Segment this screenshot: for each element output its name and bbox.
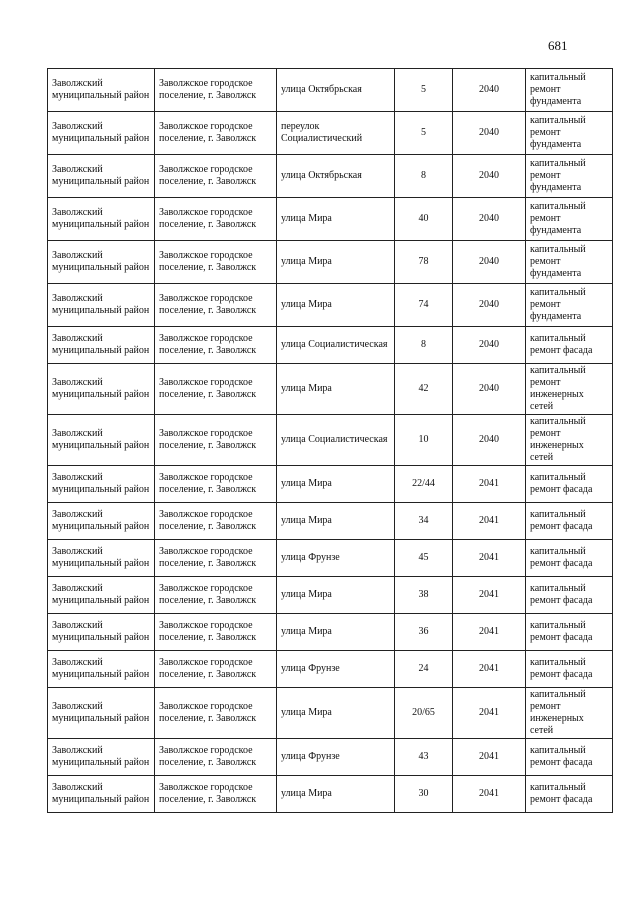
table-row [48,415,613,466]
work-type-cell: капитальный ремонт фасада [526,776,613,813]
district-cell: Заволжский муниципальный район [48,155,155,198]
table-row [48,155,613,198]
work-type-cell: капитальный ремонт фасада [526,614,613,651]
street-cell: улица Социалистическая [277,415,395,466]
table-row [48,776,613,813]
settlement-cell: Заволжское городское поселение, г. Заволжск [155,651,277,688]
street-cell: улица Мира [277,503,395,540]
work-type-cell: капитальный ремонт фундамента [526,112,613,155]
settlement-cell: Заволжское городское поселение, г. Заволжск [155,327,277,364]
page-number: 681 [548,38,568,53]
district-cell: Заволжский муниципальный район [48,540,155,577]
street-cell: улица Мира [277,688,395,739]
district-cell: Заволжский муниципальный район [48,651,155,688]
street-cell: улица Фрунзе [277,540,395,577]
house-number-cell: 8 [395,327,453,364]
settlement-cell: Заволжское городское поселение, г. Заволжск [155,614,277,651]
year-cell: 2040 [453,241,526,284]
district-cell: Заволжский муниципальный район [48,577,155,614]
house-number-cell: 36 [395,614,453,651]
table-row [48,503,613,540]
street-cell: улица Мира [277,577,395,614]
table-row [48,614,613,651]
district-cell: Заволжский муниципальный район [48,112,155,155]
district-cell: Заволжский муниципальный район [48,688,155,739]
work-type-cell: капитальный ремонт инженерных сетей [526,364,613,415]
year-cell: 2040 [453,198,526,241]
year-cell: 2041 [453,688,526,739]
year-cell: 2040 [453,327,526,364]
table-row [48,540,613,577]
house-number-cell: 24 [395,651,453,688]
work-type-cell: капитальный ремонт инженерных сетей [526,688,613,739]
table-row [48,327,613,364]
street-cell: улица Мира [277,241,395,284]
settlement-cell: Заволжское городское поселение, г. Заволжск [155,364,277,415]
year-cell: 2041 [453,739,526,776]
district-cell: Заволжский муниципальный район [48,415,155,466]
district-cell: Заволжский муниципальный район [48,364,155,415]
district-cell: Заволжский муниципальный район [48,614,155,651]
year-cell: 2041 [453,776,526,813]
work-type-cell: капитальный ремонт фасада [526,739,613,776]
district-cell: Заволжский муниципальный район [48,69,155,112]
street-cell: улица Мира [277,614,395,651]
settlement-cell: Заволжское городское поселение, г. Заволжск [155,739,277,776]
street-cell: улица Октябрьская [277,69,395,112]
work-type-cell: капитальный ремонт инженерных сетей [526,415,613,466]
street-cell: улица Мира [277,198,395,241]
work-type-cell: капитальный ремонт фундамента [526,155,613,198]
year-cell: 2040 [453,155,526,198]
street-cell: улица Социалистическая [277,327,395,364]
table-row [48,69,613,112]
district-cell: Заволжский муниципальный район [48,466,155,503]
work-type-cell: капитальный ремонт фасада [526,651,613,688]
house-number-cell: 22/44 [395,466,453,503]
table-row [48,577,613,614]
table-row [48,739,613,776]
year-cell: 2040 [453,69,526,112]
table-row [48,651,613,688]
year-cell: 2040 [453,415,526,466]
table-row [48,688,613,739]
district-cell: Заволжский муниципальный район [48,284,155,327]
street-cell: улица Мира [277,776,395,813]
year-cell: 2041 [453,540,526,577]
settlement-cell: Заволжское городское поселение, г. Заволжск [155,540,277,577]
settlement-cell: Заволжское городское поселение, г. Заволжск [155,284,277,327]
house-number-cell: 74 [395,284,453,327]
work-type-cell: капитальный ремонт фундамента [526,284,613,327]
year-cell: 2041 [453,651,526,688]
district-cell: Заволжский муниципальный район [48,241,155,284]
district-cell: Заволжский муниципальный район [48,327,155,364]
district-cell: Заволжский муниципальный район [48,739,155,776]
house-number-cell: 78 [395,241,453,284]
street-cell: улица Мира [277,364,395,415]
work-type-cell: капитальный ремонт фасада [526,540,613,577]
settlement-cell: Заволжское городское поселение, г. Заволжск [155,415,277,466]
district-cell: Заволжский муниципальный район [48,503,155,540]
work-type-cell: капитальный ремонт фундамента [526,241,613,284]
settlement-cell: Заволжское городское поселение, г. Заволжск [155,688,277,739]
work-type-cell: капитальный ремонт фасада [526,577,613,614]
street-cell: улица Мира [277,466,395,503]
year-cell: 2041 [453,466,526,503]
table-row [48,466,613,503]
house-number-cell: 10 [395,415,453,466]
table-row [48,198,613,241]
house-number-cell: 45 [395,540,453,577]
settlement-cell: Заволжское городское поселение, г. Заволжск [155,241,277,284]
district-cell: Заволжский муниципальный район [48,776,155,813]
house-number-cell: 34 [395,503,453,540]
settlement-cell: Заволжское городское поселение, г. Заволжск [155,776,277,813]
year-cell: 2041 [453,577,526,614]
year-cell: 2040 [453,364,526,415]
work-type-cell: капитальный ремонт фасада [526,503,613,540]
house-number-cell: 8 [395,155,453,198]
year-cell: 2041 [453,614,526,651]
work-type-cell: капитальный ремонт фундамента [526,198,613,241]
work-type-cell: капитальный ремонт фундамента [526,69,613,112]
table-row [48,364,613,415]
settlement-cell: Заволжское городское поселение, г. Заволжск [155,577,277,614]
house-number-cell: 5 [395,112,453,155]
repair-schedule-table [47,68,613,813]
settlement-cell: Заволжское городское поселение, г. Заволжск [155,155,277,198]
street-cell: улица Фрунзе [277,739,395,776]
house-number-cell: 38 [395,577,453,614]
house-number-cell: 20/65 [395,688,453,739]
house-number-cell: 40 [395,198,453,241]
settlement-cell: Заволжское городское поселение, г. Заволжск [155,503,277,540]
street-cell: улица Мира [277,284,395,327]
house-number-cell: 42 [395,364,453,415]
settlement-cell: Заволжское городское поселение, г. Заволжск [155,466,277,503]
settlement-cell: Заволжское городское поселение, г. Заволжск [155,69,277,112]
table-row [48,112,613,155]
house-number-cell: 5 [395,69,453,112]
street-cell: улица Октябрьская [277,155,395,198]
house-number-cell: 30 [395,776,453,813]
table-body [48,69,613,813]
settlement-cell: Заволжское городское поселение, г. Заволжск [155,198,277,241]
settlement-cell: Заволжское городское поселение, г. Заволжск [155,112,277,155]
table-row [48,241,613,284]
year-cell: 2040 [453,112,526,155]
table-row [48,284,613,327]
district-cell: Заволжский муниципальный район [48,198,155,241]
street-cell: улица Фрунзе [277,651,395,688]
work-type-cell: капитальный ремонт фасада [526,327,613,364]
street-cell: переулок Социалистический [277,112,395,155]
house-number-cell: 43 [395,739,453,776]
year-cell: 2040 [453,284,526,327]
year-cell: 2041 [453,503,526,540]
work-type-cell: капитальный ремонт фасада [526,466,613,503]
